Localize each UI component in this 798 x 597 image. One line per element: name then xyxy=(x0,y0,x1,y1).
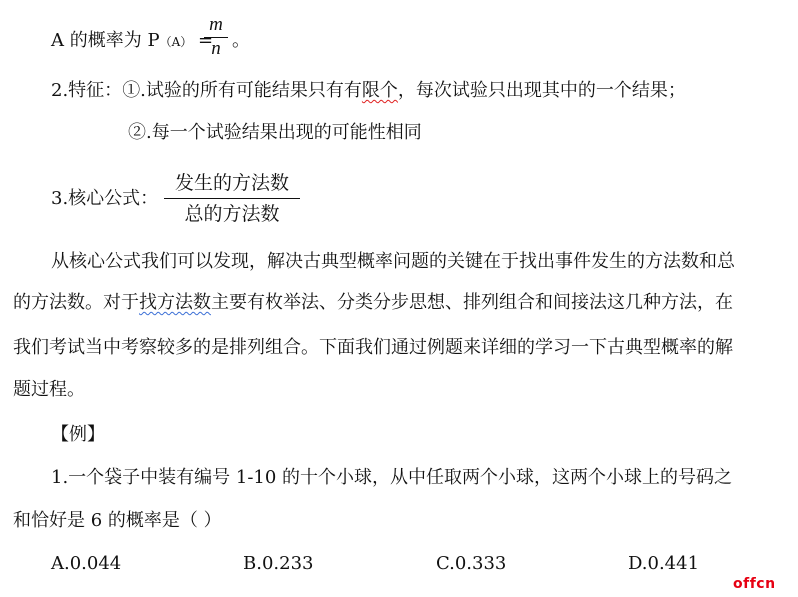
offcn-logo: offcn xyxy=(733,576,776,592)
features-line-1 xyxy=(51,80,686,102)
features-label: 2.特征： xyxy=(51,80,123,101)
paragraph-wavy-phrase: 找方法数 xyxy=(139,292,211,313)
probability-fraction xyxy=(204,14,228,60)
paragraph-line-1: 从核心公式我们可以发现，解决古典型概率问题的关键在于找出事件发生的方法数和总 xyxy=(51,251,735,272)
example-heading: 【例】 xyxy=(51,424,105,445)
formula-label: 3.核心公式： xyxy=(51,188,159,209)
paragraph-line-2 xyxy=(13,292,733,314)
option-a: A.0.044 xyxy=(51,553,122,574)
formula-fraction-bar xyxy=(164,198,300,199)
paragraph-line-2-b: 主要有枚举法、分类分步思想、排列组合和间接法这几种方法，在 xyxy=(211,292,733,313)
probability-definition-line xyxy=(51,30,213,53)
feature-1-text-a: ①.试验的所有可能结果只有有 xyxy=(122,80,362,101)
question-line-1: 1.一个袋子中装有编号 1-10 的十个小球，从中任取两个小球，这两个小球上的号码之 xyxy=(51,467,733,488)
option-c: C.0.333 xyxy=(436,553,507,574)
feature-2-text: ②.每一个试验结果出现的可能性相同 xyxy=(128,122,422,143)
definition-subscript: （A） xyxy=(159,35,193,49)
formula-denominator: 总的方法数 xyxy=(184,203,280,225)
definition-equals: = xyxy=(192,30,214,51)
option-b: B.0.233 xyxy=(243,553,314,574)
fraction-numerator: m xyxy=(209,14,223,35)
definition-prefix: A 的概率为 P xyxy=(51,30,160,51)
core-formula-fraction xyxy=(164,170,300,227)
definition-suffix: 。 xyxy=(232,30,250,51)
fraction-denominator: n xyxy=(211,38,221,59)
feature-1-text-b: ，每次试验只出现其中的一个结果； xyxy=(397,80,686,101)
paragraph-line-3: 我们考试当中考察较多的是排列组合。下面我们通过例题来详细的学习一下古典型概率的解 xyxy=(13,337,733,358)
formula-numerator: 发生的方法数 xyxy=(174,172,289,194)
question-line-2: 和恰好是 6 的概率是（ ） xyxy=(13,510,222,531)
option-d: D.0.441 xyxy=(628,553,700,574)
paragraph-line-2-a: 的方法数。对于 xyxy=(13,292,139,313)
paragraph-line-4: 题过程。 xyxy=(13,379,85,400)
feature-1-wavy: 限个 xyxy=(361,80,398,101)
